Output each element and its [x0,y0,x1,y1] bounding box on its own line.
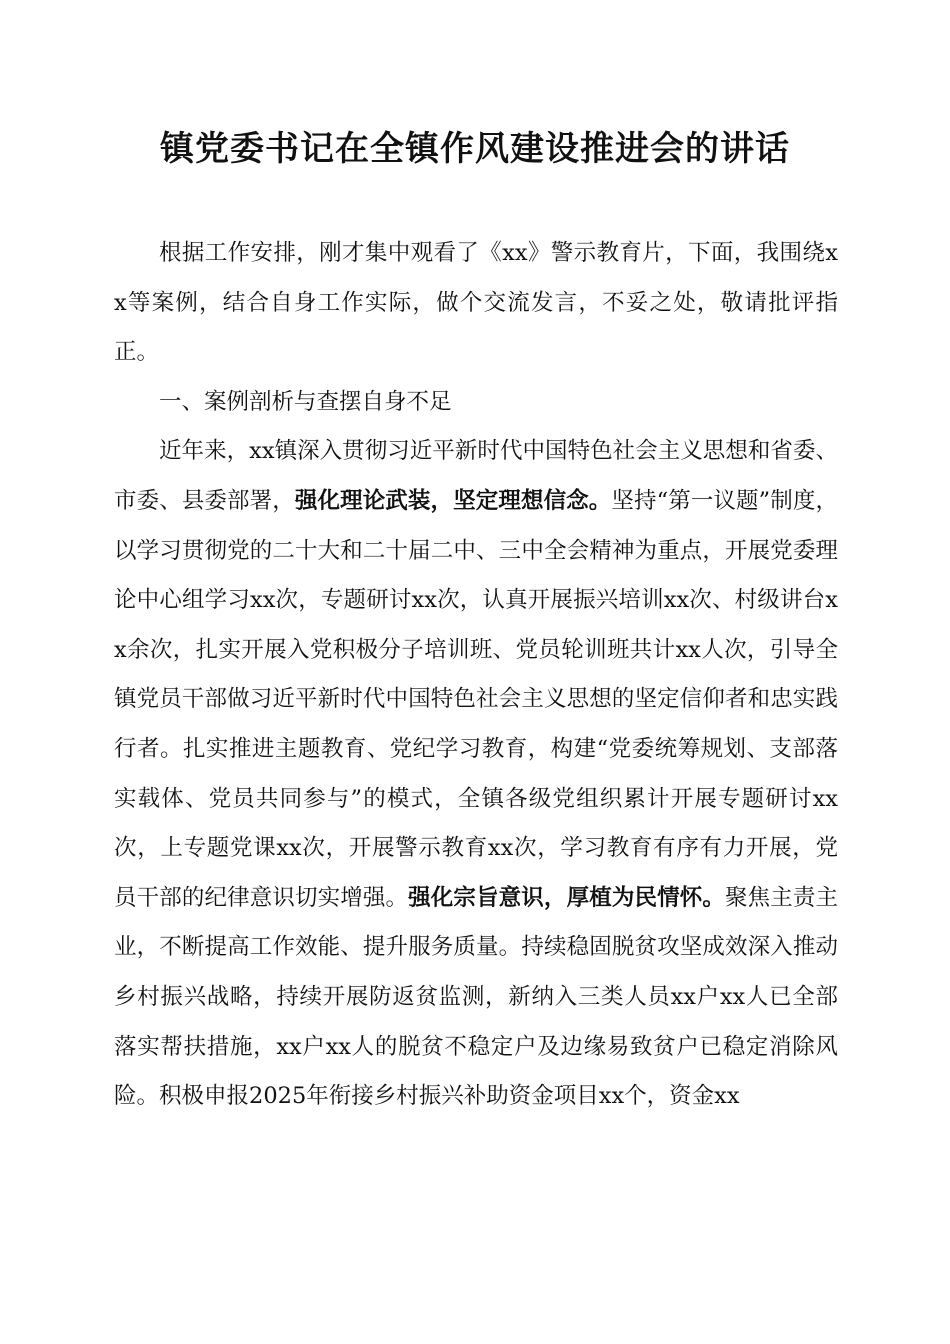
section-paragraph [114,427,838,1121]
paragraph-text: 聚焦主责主业，不断提高工作效能、提升服务质量。持续稳固脱贫攻坚成效深入推动乡村振兴战略，持续开展防返贫监测，新纳入三类人员xx户xx人已全部落实帮扶措施，xx户xx人的脱贫不稳定户及边缘易致贫户已稳定消除风险。积极申报2025年衔接乡村振兴补助资金项目xx个，资金xx [114,884,838,1110]
document-body [114,229,838,1122]
emphasis-text: 强化宗旨意识，厚植为民情怀。 [408,884,725,911]
paragraph-text: 坚持“第一议题”制度，以学习贯彻党的二十大和二十届二中、三中全会精神为重点，开展党委理论中心组学习xx次，专题研讨xx次，认真开展振兴培训xx次、村级讲台xx余次，扎实开展入党积极分子培训班、党员轮训班共计xx人次，引导全镇党员干部做习近平新时代中国特色社会主义思想的坚定信仰者和忠实践行者。扎实推进主题教育、党纪学习教育，构建“党委统筹规划、支部落实载体、党员共同参与”的模式，全镇各级党组织累计开展专题研讨xx次，上专题党课xx次，开展警示教育xx次，学习教育有序有力开展，党员干部的纪律意识切实增强。 [114,487,838,911]
paragraph-text: 近年来，xx镇深入贯彻习近平新时代中国特色社会主义思想和省委、市委、县委部署， [114,438,838,514]
document-title: 镇党委书记在全镇作风建设推进会的讲话 [160,129,790,169]
emphasis-text: 强化理论武装，坚定理想信念。 [294,487,612,514]
section-heading: 一、案例剖析与查摆自身不足 [159,388,452,415]
intro-paragraph: 根据工作安排，刚才集中观看了《xx》警示教育片，下面，我围绕xx等案例，结合自身工作实际，做个交流发言，不妥之处，敬请批评指正。 [114,240,838,366]
